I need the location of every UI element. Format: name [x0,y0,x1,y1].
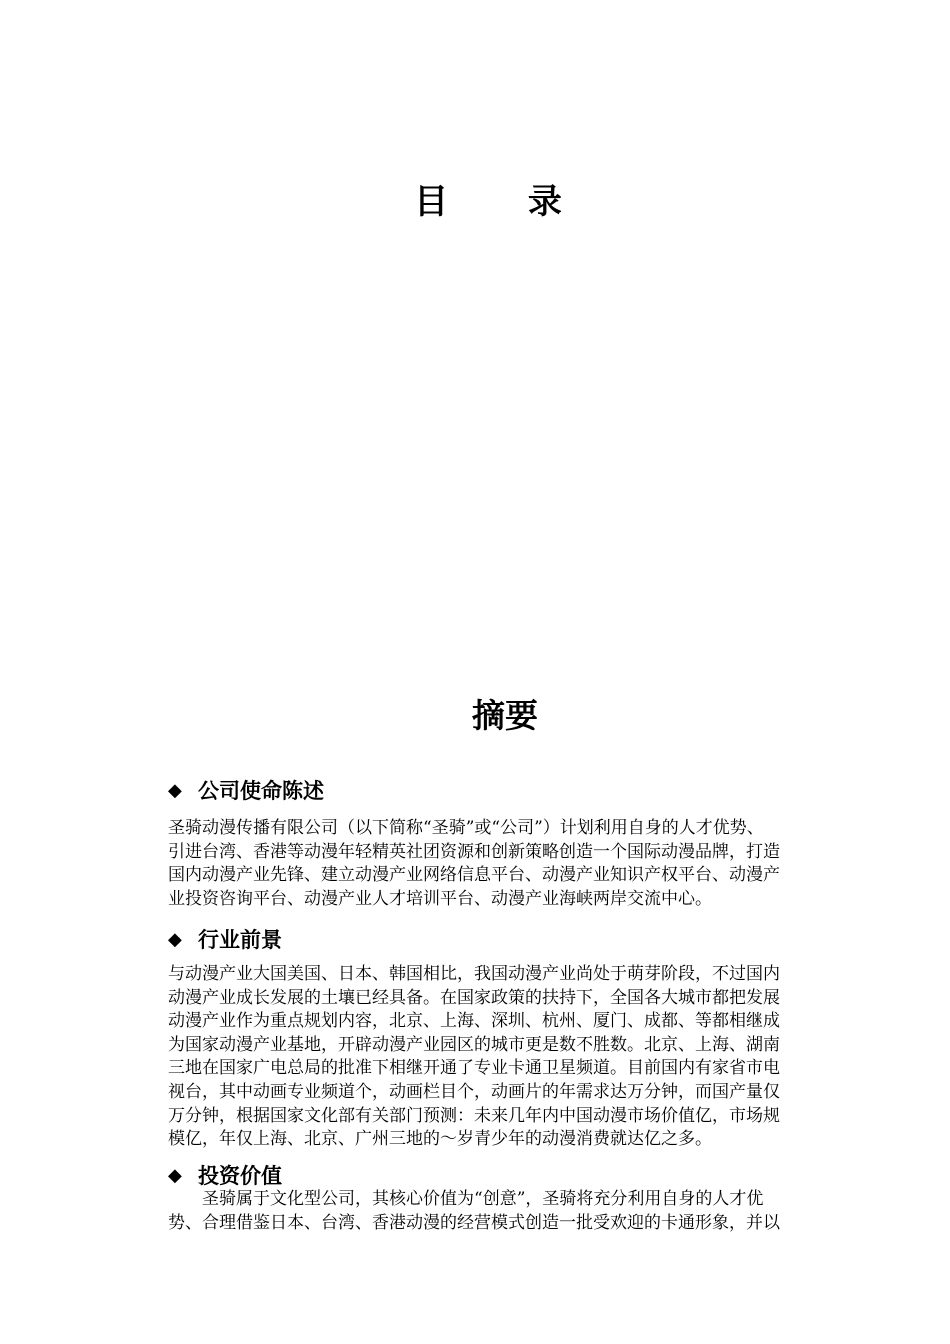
paragraph-line: 圣骑动漫传播有限公司（以下简称“圣骑”或“公司”）计划利用自身的人才优势、 [168,818,764,838]
diamond-bullet-icon: ◆ [168,779,182,801]
paragraph-line: 视台，其中动画专业频道个，动画栏目个，动画片的年需求达万分钟，而国产量仅 [168,1081,780,1102]
summary-title: 摘要 [472,696,538,735]
paragraph-line: 国内动漫产业先锋、建立动漫产业网络信息平台、动漫产业知识产权平台、动漫产 [168,865,780,886]
section-heading-investment [168,1161,282,1189]
industry-paragraph [168,963,868,1152]
mission-paragraph [168,817,868,911]
section-title: 投资价值 [198,1164,282,1188]
paragraph-line: 业投资咨询平台、动漫产业人才培训平台、动漫产业海峡两岸交流中心。 [168,888,712,909]
paragraph-line: 动漫产业成长发展的土壤已经具备。在国家政策的扶持下，全国各大城市都把发展 [168,987,780,1008]
paragraph-line: 模亿，年仅上海、北京、广州三地的～岁青少年的动漫消费就达亿之多。 [168,1129,712,1150]
paragraph-line: 动漫产业作为重点规划内容，北京、上海、深圳、杭州、厦门、成都、等都相继成 [168,1011,780,1032]
investment-paragraph [168,1188,868,1235]
diamond-bullet-icon: ◆ [168,928,182,950]
paragraph-line: 势、合理借鉴日本、台湾、香港动漫的经营模式创造一批受欢迎的卡通形象，并以 [168,1212,780,1233]
diamond-bullet-icon: ◆ [168,1164,182,1186]
paragraph-line: 万分钟，根据国家文化部有关部门预测：未来几年内中国动漫市场价值亿，市场规 [168,1105,780,1126]
section-heading-industry [168,925,282,953]
section-heading-mission [168,776,324,804]
section-title: 行业前景 [198,928,282,952]
toc-title: 目 录 [414,182,596,222]
section-title: 公司使命陈述 [198,779,324,803]
paragraph-line: 三地在国家广电总局的批准下相继开通了专业卡通卫星频道。目前国内有家省市电 [168,1058,780,1079]
paragraph-line: 与动漫产业大国美国、日本、韩国相比，我国动漫产业尚处于萌芽阶段，不过国内 [168,964,780,984]
paragraph-line: 为国家动漫产业基地，开辟动漫产业园区的城市更是数不胜数。北京、上海、湖南 [168,1034,780,1055]
paragraph-line: 圣骑属于文化型公司，其核心价值为“创意”，圣骑将充分利用自身的人才优 [202,1189,764,1209]
paragraph-line: 引进台湾、香港等动漫年轻精英社团资源和创新策略创造一个国际动漫品牌，打造 [168,841,780,862]
